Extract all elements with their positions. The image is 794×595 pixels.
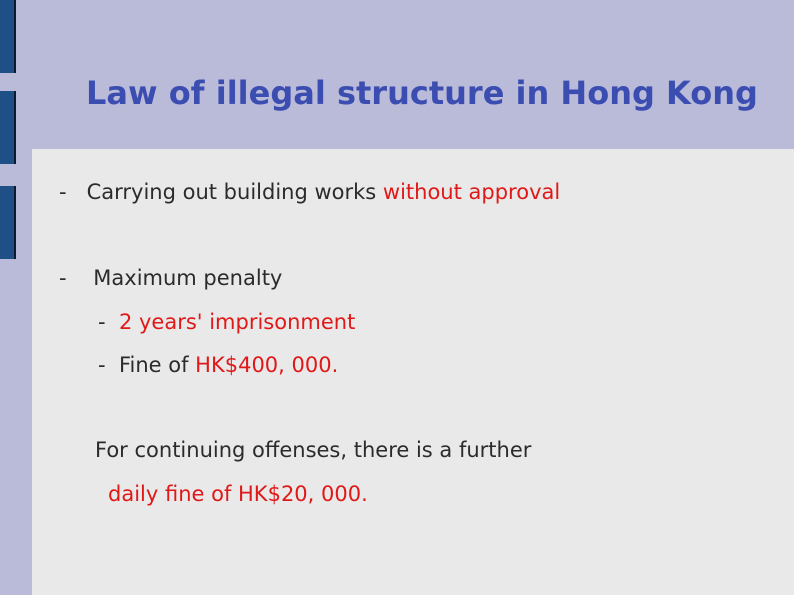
bullet-maximum-penalty xyxy=(59,266,282,290)
bullet-text: Carrying out building works xyxy=(86,180,383,204)
sub-bullet-imprisonment xyxy=(98,310,355,334)
note-line-2: daily fine of HK$20, 000. xyxy=(108,482,368,506)
bullet-marker: - xyxy=(59,180,67,204)
bullet-building-works xyxy=(59,180,560,204)
left-accent-bar-bottom xyxy=(0,186,16,259)
bullet-text: Maximum penalty xyxy=(93,266,283,290)
left-accent-bar-middle xyxy=(0,91,16,164)
bullet-marker: - xyxy=(59,266,67,290)
sub-bullet-highlight: 2 years' imprisonment xyxy=(118,310,356,334)
slide-title: Law of illegal structure in Hong Kong xyxy=(86,74,758,112)
left-accent-bar-top xyxy=(0,0,16,73)
sub-bullet-highlight: HK$400, 000. xyxy=(195,353,339,377)
sub-bullet-fine xyxy=(98,353,338,377)
sub-bullet-marker: - xyxy=(98,353,106,377)
sub-bullet-marker: - xyxy=(98,310,106,334)
note-line-1: For continuing offenses, there is a further xyxy=(95,438,532,462)
bullet-highlight: without approval xyxy=(382,180,561,204)
sub-bullet-text: Fine of xyxy=(118,353,196,377)
